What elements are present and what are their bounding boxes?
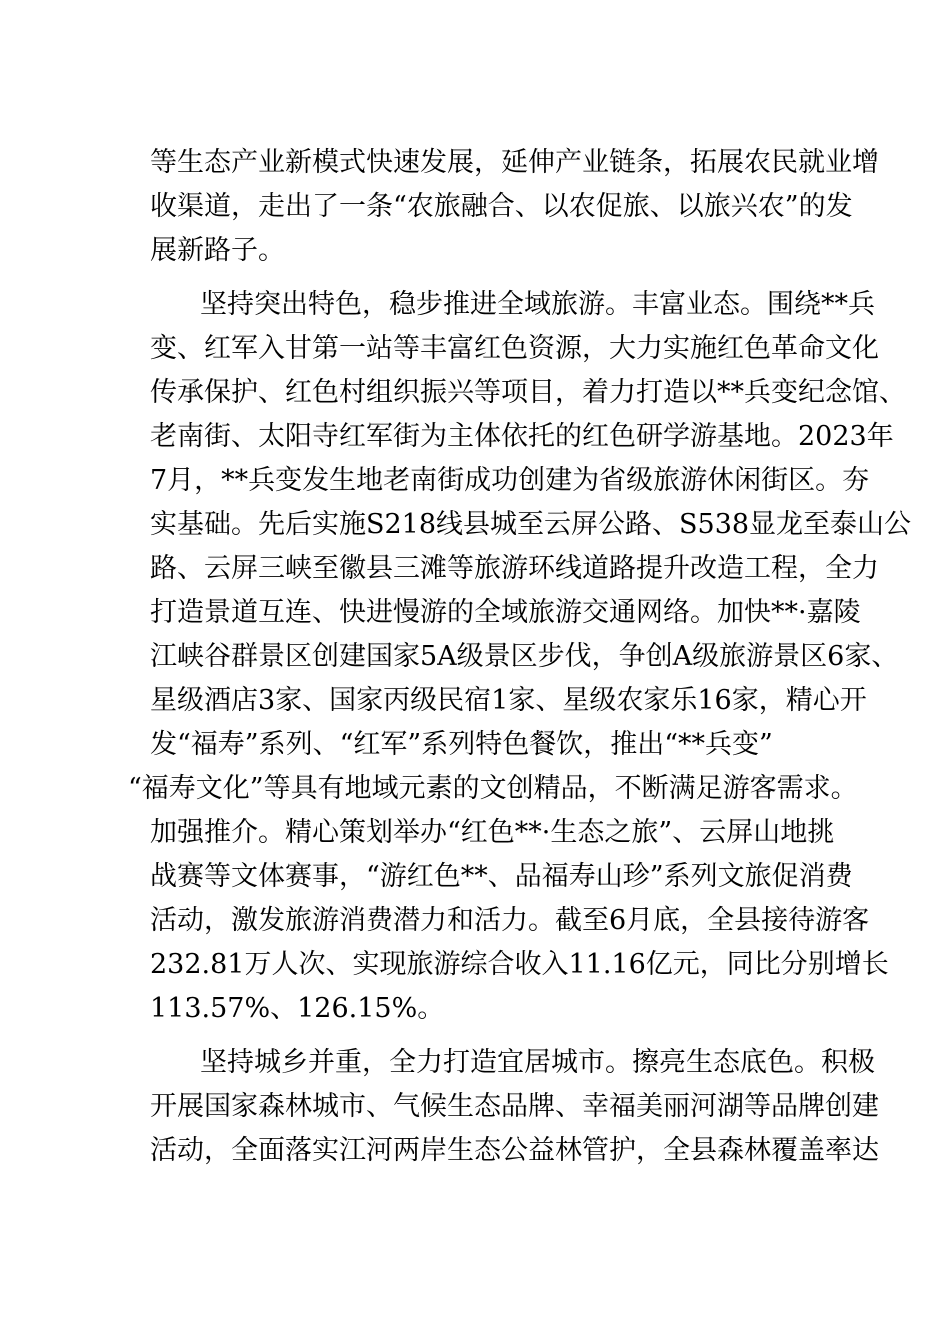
text-line: 路、云屏三峡至徽县三滩等旅游环线道路提升改造工程，全力: [150, 553, 879, 584]
text-line: 打造景道互连、快进慢游的全域旅游交通网络。加快**·嘉陵: [150, 597, 861, 628]
text-line: 加强推介。精心策划举办“红色**·生态之旅”、云屏山地挑: [150, 817, 835, 848]
text-line: “福寿文化”等具有地域元素的文创精品，不断满足游客需求。: [128, 773, 858, 804]
paragraph-first-line: 坚持城乡并重，全力打造宜居城市。擦亮生态底色。积极: [200, 1047, 875, 1078]
text-line: 发“福寿”系列、“红军”系列特色餐饮，推出“**兵变”: [150, 729, 773, 760]
text-line: 232.81万人次、实现旅游综合收入11.16亿元，同比分别增长: [150, 949, 889, 980]
text-line: 展新路子。: [150, 235, 285, 266]
text-line: 战赛等文体赛事，“游红色**、品福寿山珍”系列文旅促消费: [150, 861, 853, 892]
text-line: 等生态产业新模式快速发展，延伸产业链条，拓展农民就业增: [150, 147, 879, 178]
text-line: 星级酒店3家、国家丙级民宿1家、星级农家乐16家，精心开: [150, 685, 867, 716]
text-line: 113.57%、126.15%。: [150, 993, 445, 1024]
text-line: 开展国家森林城市、气候生态品牌、幸福美丽河湖等品牌创建: [150, 1091, 879, 1122]
text-line: 7月，**兵变发生地老南街成功创建为省级旅游休闲街区。夯: [150, 465, 870, 496]
text-line: 收渠道，走出了一条“农旅融合、以农促旅、以旅兴农”的发: [150, 191, 853, 222]
text-line: 活动，激发旅游消费潜力和活力。截至6月底，全县接待游客: [150, 905, 870, 936]
text-line: 江峡谷群景区创建国家5A级景区步伐，争创A级旅游景区6家、: [150, 641, 899, 672]
text-line: 变、红军入甘第一站等丰富红色资源，大力实施红色革命文化: [150, 333, 879, 364]
text-line: 活动，全面落实江河两岸生态公益林管护，全县森林覆盖率达: [150, 1135, 879, 1166]
text-line: 传承保护、红色村组织振兴等项目，着力打造以**兵变纪念馆、: [150, 377, 906, 408]
paragraph-first-line: 坚持突出特色，稳步推进全域旅游。丰富业态。围绕**兵: [200, 289, 875, 320]
text-line: 实基础。先后实施S218线县城至云屏公路、S538显龙至泰山公: [150, 509, 912, 540]
text-line: 老南街、太阳寺红军街为主体依托的红色研学游基地。2023年: [150, 421, 894, 452]
